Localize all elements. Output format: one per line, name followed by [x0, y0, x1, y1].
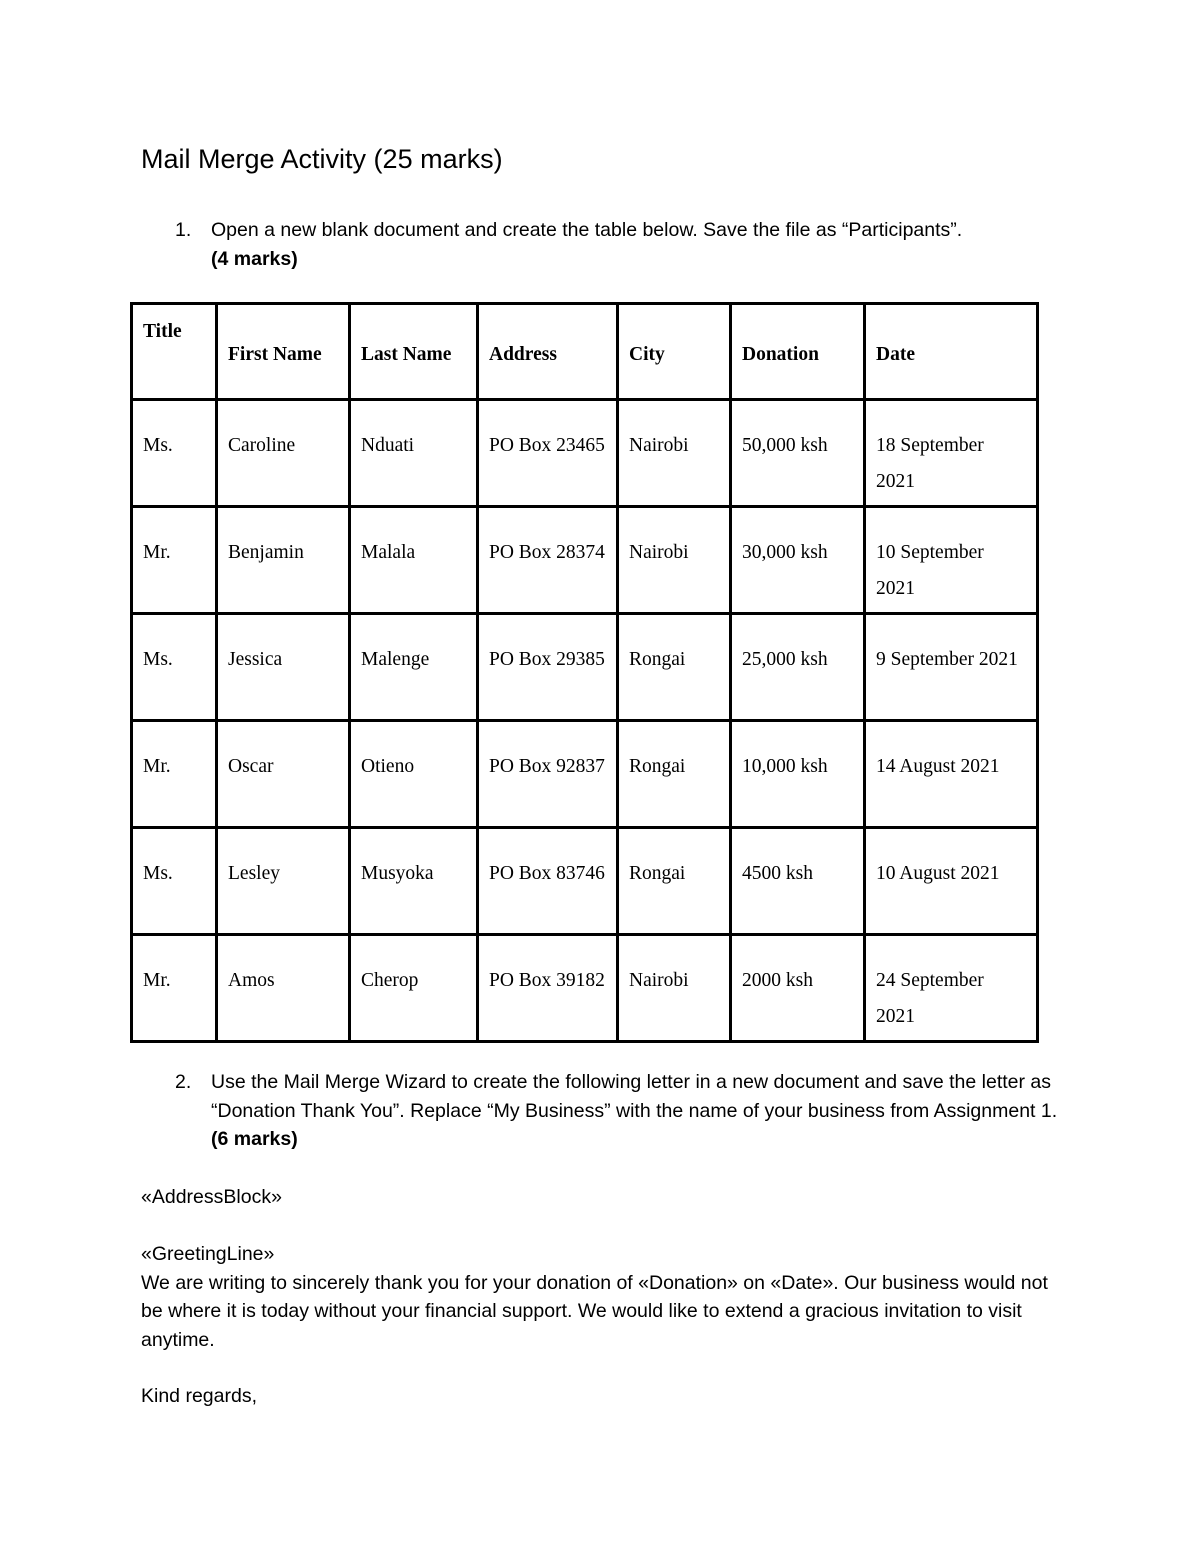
letter-body: We are writing to sincerely thank you for your donation of «Donation» on «Date». Our business would not be where it is today without your financial support. We would like to extend a gracious invitation to visit anytime.	[141, 1271, 1048, 1351]
table-cell: Ms.	[132, 400, 217, 507]
table-header-row	[132, 304, 1038, 400]
table-cell: PO Box 92837	[478, 721, 618, 828]
table-cell: 4500 ksh	[731, 828, 865, 935]
table-cell: Nairobi	[618, 507, 731, 614]
instruction-marks: (4 marks)	[211, 247, 298, 270]
table-cell: Otieno	[350, 721, 478, 828]
table-cell: 9 September 2021	[865, 614, 1038, 721]
table-cell: Mr.	[132, 507, 217, 614]
table-cell: Rongai	[618, 721, 731, 828]
table-header-cell: First Name	[217, 304, 350, 400]
instruction-2	[141, 1068, 1071, 1154]
table-cell: PO Box 23465	[478, 400, 618, 507]
table-cell: Mr.	[132, 721, 217, 828]
table-cell: Rongai	[618, 614, 731, 721]
letter-closing: Kind regards,	[141, 1385, 257, 1407]
instruction-text-block	[211, 1068, 1071, 1154]
table-header-cell: Last Name	[350, 304, 478, 400]
table-cell: 14 August 2021	[865, 721, 1038, 828]
table-cell: Ms.	[132, 614, 217, 721]
table-row	[132, 400, 1038, 507]
table-row	[132, 935, 1038, 1042]
table-cell: 18 September 2021	[865, 400, 1038, 507]
table-cell: Nairobi	[618, 935, 731, 1042]
table-cell: 24 September 2021	[865, 935, 1038, 1042]
table-cell: 2000 ksh	[731, 935, 865, 1042]
table-cell: 10 September 2021	[865, 507, 1038, 614]
table-cell: Nduati	[350, 400, 478, 507]
table-cell: 30,000 ksh	[731, 507, 865, 614]
table-cell: Malala	[350, 507, 478, 614]
table-header-cell: Donation	[731, 304, 865, 400]
table-header-cell: Date	[865, 304, 1038, 400]
table-cell: Rongai	[618, 828, 731, 935]
table-cell: PO Box 39182	[478, 935, 618, 1042]
instruction-text: Open a new blank document and create the table below. Save the file as “Participants”.	[211, 219, 963, 241]
table-cell: Lesley	[217, 828, 350, 935]
table-cell: 10,000 ksh	[731, 721, 865, 828]
table-row	[132, 721, 1038, 828]
table-cell: Jessica	[217, 614, 350, 721]
table-cell: Benjamin	[217, 507, 350, 614]
instruction-marks: (6 marks)	[211, 1128, 298, 1150]
table-cell: Musyoka	[350, 828, 478, 935]
table-cell: PO Box 29385	[478, 614, 618, 721]
table-header-cell: City	[618, 304, 731, 400]
letter-greeting-and-body	[141, 1240, 1071, 1354]
table-header-cell: Title	[132, 304, 217, 400]
table-cell: Nairobi	[618, 400, 731, 507]
table-header-cell: Address	[478, 304, 618, 400]
participants-table	[130, 302, 1039, 1043]
table-cell: Mr.	[132, 935, 217, 1042]
instruction-text-block	[211, 216, 1071, 273]
page-title: Mail Merge Activity (25 marks)	[141, 144, 503, 174]
table-cell: PO Box 83746	[478, 828, 618, 935]
table-cell: 50,000 ksh	[731, 400, 865, 507]
address-block-field: «AddressBlock»	[141, 1186, 282, 1208]
table-cell: 25,000 ksh	[731, 614, 865, 721]
table-cell: Amos	[217, 935, 350, 1042]
table-row	[132, 614, 1038, 721]
instruction-text: Use the Mail Merge Wizard to create the following letter in a new document and save the letter as “Donation Thank You”. Replace “My Business” with the name of your business from Assignment 1.	[211, 1071, 1058, 1122]
table-cell: Ms.	[132, 828, 217, 935]
instruction-number: 1.	[175, 219, 192, 241]
table-row	[132, 828, 1038, 935]
instruction-1	[141, 216, 1071, 273]
table-cell: Malenge	[350, 614, 478, 721]
table-cell: PO Box 28374	[478, 507, 618, 614]
table-row	[132, 507, 1038, 614]
table-cell: Cherop	[350, 935, 478, 1042]
greeting-line-field: «GreetingLine»	[141, 1243, 275, 1265]
table-cell: Oscar	[217, 721, 350, 828]
instruction-number: 2.	[175, 1071, 192, 1093]
table-cell: 10 August 2021	[865, 828, 1038, 935]
table-cell: Caroline	[217, 400, 350, 507]
